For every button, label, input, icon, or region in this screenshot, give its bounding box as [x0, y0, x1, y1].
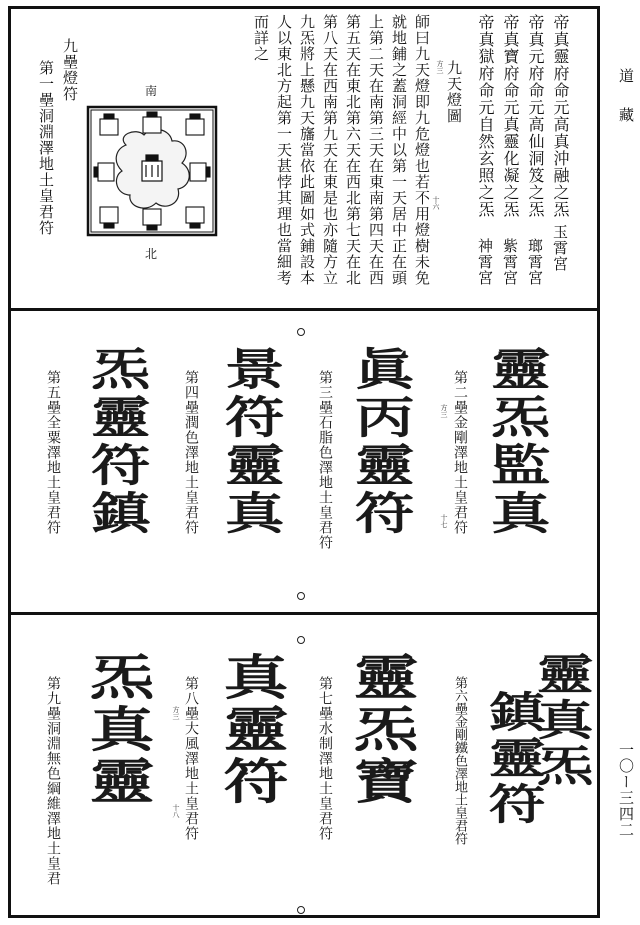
palace-label-3: 紫霄宮 — [501, 238, 519, 286]
talisman-2-seal: 靈炁監真 — [480, 346, 550, 538]
talisman-7-seal: 靈炁寶 — [342, 652, 418, 808]
lamp-3 — [186, 114, 204, 135]
body-column-3: 上第二天在南第三天在東南第四天在西 — [367, 14, 385, 286]
talisman-2-label: 第二壘金剛澤地土皇君符 — [452, 370, 468, 535]
lamp-8 — [186, 207, 204, 228]
margin-title: 道藏 — [617, 68, 635, 146]
talisman-2-note-bottom: 十七 — [440, 514, 448, 528]
talisman-9-label: 第九壘洞淵無色綱維澤地土皇君 — [45, 676, 61, 886]
invocation-line-1: 帝真靈府命元高真沖融之炁 — [551, 14, 570, 218]
invocation-line-2: 帝真元府命元高仙洞笈之炁 — [526, 14, 545, 218]
lamp-2 — [143, 112, 161, 133]
section-title-note: 方三 — [436, 60, 444, 74]
panel-marker — [297, 592, 305, 600]
lamp-5 — [190, 163, 210, 181]
body-column-1-note: 十六 — [432, 196, 440, 210]
lamp-4 — [94, 163, 114, 181]
talisman-4-seal: 景符靈真 — [214, 346, 284, 538]
talisman-9-seal: 炁真靈 — [78, 652, 154, 808]
talisman-5-seal: 炁靈符鎮 — [80, 346, 150, 538]
talisman-1-label: 第一壘洞淵澤地土皇君符 — [37, 60, 55, 236]
margin-page-number: 一〇ー三四二 — [617, 742, 635, 838]
talisman-8-note-bottom: 十八 — [172, 804, 180, 818]
body-column-6: 九炁將上懸九天旛當依此圖如式鋪設本 — [298, 14, 316, 286]
lamp-1 — [100, 114, 118, 135]
talisman-3-label: 第三壘石脂色澤地土皇君符 — [317, 370, 333, 550]
panel-marker — [297, 636, 305, 644]
body-column-5: 第八天在西南第九天在東是也亦隨方立 — [321, 14, 339, 286]
talisman-6-seal-b: 鎮靈符 — [480, 690, 547, 828]
diagram-north-label: 北 — [145, 247, 158, 261]
talisman-8-seal: 真靈符 — [212, 652, 288, 808]
panel-marker — [297, 328, 305, 336]
invocation-line-3: 帝真寶府命元真靈化凝之炁 — [501, 14, 520, 218]
talisman-5-label: 第五壘全粟澤地土皇君符 — [45, 370, 61, 535]
lamp-7 — [143, 209, 161, 230]
talisman-6-label: 第六壘金剛鐵色澤地土皇君符 — [452, 676, 467, 845]
lamp-6 — [100, 207, 118, 228]
panel-marker — [297, 906, 305, 914]
body-column-7: 人以東北方起第一天甚悖其理也當細考 — [275, 14, 293, 286]
body-column-2: 就地鋪之蓋洞經中以第一天居中正在頭 — [390, 14, 408, 286]
talisman-7-label: 第七壘水制澤地土皇君符 — [317, 676, 333, 841]
panel-divider-bottom — [8, 612, 600, 615]
invocation-line-4: 帝真獄府命元自然玄照之炁 — [476, 14, 495, 218]
nine-lamps-diagram — [86, 105, 218, 237]
palace-label-4: 神霄宮 — [476, 238, 494, 286]
palace-label-1: 玉霄宮 — [551, 224, 569, 272]
talisman-4-label: 第四壘潤色澤地土皇君符 — [183, 370, 199, 535]
body-column-1: 師曰九天燈即九危燈也若不用燈樹未免 — [413, 14, 431, 286]
talisman-set-title: 九壘燈符 — [61, 38, 79, 102]
talisman-8-note-top: 方三 — [172, 706, 180, 720]
body-column-4: 第五天在東北第六天在西北第七天在北 — [344, 14, 362, 286]
body-column-8: 而詳之 — [252, 14, 270, 62]
talisman-2-note-top: 方三 — [440, 404, 448, 418]
talisman-8-label: 第八壘大風澤地土皇君符 — [183, 676, 199, 841]
section-title: 九天燈圖 — [445, 60, 463, 124]
talisman-6-seal-a: 靈真炁 — [528, 652, 595, 790]
diagram-south-label: 南 — [145, 84, 158, 98]
talisman-3-seal: 眞丙靈符 — [344, 346, 414, 538]
panel-divider-top — [8, 308, 600, 311]
palace-label-2: 瑯霄宮 — [526, 238, 544, 286]
